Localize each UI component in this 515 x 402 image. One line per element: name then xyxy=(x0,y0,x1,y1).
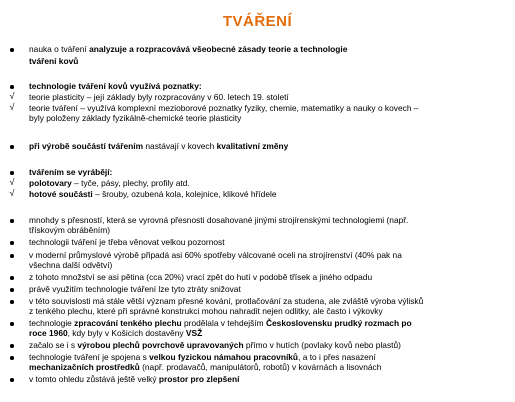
text: mnohdy s přesností, která se vyrovná přesnosti dosahované jinými strojírenskými technologiemi (např. xyxy=(29,215,409,225)
list-item-continuation xyxy=(29,113,511,123)
list-item xyxy=(9,188,511,199)
list-item-continuation xyxy=(29,328,511,338)
text: byly položeny základy fyzikálně-chemické teorie plasticity xyxy=(29,113,242,123)
bullet-icon xyxy=(7,318,17,328)
list-item-continuation xyxy=(29,362,511,372)
text: technologie xyxy=(29,318,75,328)
list-item xyxy=(29,167,511,177)
text: – tyče, pásy, plechy, profily atd. xyxy=(71,178,190,188)
bold-text: mechanizačních prostředků xyxy=(29,362,140,372)
bullet-icon xyxy=(7,44,17,54)
checkmark-icon: √ xyxy=(9,91,15,101)
list-item xyxy=(29,318,511,328)
bullet-icon xyxy=(7,352,17,362)
bold-text: při výrobě součástí tvářením xyxy=(29,141,144,151)
bold-text: roce 1960 xyxy=(29,328,68,338)
text: všechna další odvětví) xyxy=(29,260,113,270)
text: nauka o tváření xyxy=(29,44,90,54)
bold-text: technologie tváření kovů využívá poznatky: xyxy=(29,81,202,91)
bullet-icon xyxy=(7,237,17,247)
bullet-icon xyxy=(7,284,17,294)
text: teorie plasticity – její základy byly rozpracovány v 60. letech 19. století xyxy=(29,92,289,102)
list-item xyxy=(29,340,511,350)
bullet-icon xyxy=(7,374,17,384)
bullet-icon xyxy=(7,141,17,151)
list-item xyxy=(29,44,511,54)
list-item xyxy=(9,91,511,102)
text: teorie tváření – využívá komplexní mezioborové poznatky fyziky, chemie, matematiky a nauky o kovech – xyxy=(29,103,419,113)
list-item xyxy=(29,215,511,225)
list-item-continuation xyxy=(29,225,511,235)
checkmark-icon: √ xyxy=(9,177,15,187)
text: přímo v hutích (povlaky kovů nebo plastů) xyxy=(243,340,401,350)
bold-text: polotovary xyxy=(29,178,72,188)
bold-text: prostor pro zlepšení xyxy=(158,374,240,384)
text: z tohoto množství se asi pětina (cca 20%) vrací zpět do hutí v podobě třísek a jiného odpadu xyxy=(29,272,373,282)
list-item xyxy=(29,250,511,260)
text: (např. prodavačů, manipulátorů, robotů) v kovárnách a lisovnách xyxy=(139,362,382,372)
bold-text: Československu prudký rozmach po xyxy=(265,318,412,328)
list-item xyxy=(9,102,511,113)
list-item xyxy=(29,296,511,306)
list-item-continuation xyxy=(29,56,511,66)
bullet-icon xyxy=(7,272,17,282)
text: začalo se i s xyxy=(29,340,78,350)
bold-text: kvalitativní změny xyxy=(216,141,289,151)
text: třískovým obráběním) xyxy=(29,225,110,235)
list-item xyxy=(29,284,511,294)
text: prodělala v tehdejším xyxy=(181,318,266,328)
page-title: TVÁŘENÍ xyxy=(222,13,293,30)
list-item xyxy=(9,177,511,188)
bold-text: výrobou plechů povrchově upravovaných xyxy=(77,340,244,350)
bold-text: VSŽ xyxy=(185,328,203,338)
bold-text: velkou fyzickou námahou pracovníků xyxy=(149,352,299,362)
bold-text: hotové součásti xyxy=(29,189,93,199)
text: v této souvislosti má stále větší význam přesné kování, protlačování za studena, ale zvláště výroba výlisků xyxy=(29,296,424,306)
list-item xyxy=(29,81,511,91)
bold-text: tvářením se vyrábějí: xyxy=(29,167,113,177)
list-item xyxy=(29,141,511,151)
bullet-icon xyxy=(7,340,17,350)
bullet-icon xyxy=(7,250,17,260)
bullet-icon xyxy=(7,81,17,91)
list-item xyxy=(29,237,511,247)
bold-text: analyzuje a rozpracovává všeobecné zásady teorie a technologie xyxy=(89,44,348,54)
text: v moderní průmyslové výrobě připadá asi 60% spotřeby válcované oceli na strojírenství (40% pak na xyxy=(29,250,402,260)
list-item-continuation xyxy=(29,306,511,316)
list-item xyxy=(29,374,511,384)
bold-text: zpracování tenkého plechu xyxy=(74,318,182,328)
bullet-icon xyxy=(7,167,17,177)
checkmark-icon: √ xyxy=(9,102,15,112)
bullet-icon xyxy=(7,215,17,225)
text: technologii tváření je třeba věnovat velkou pozornost xyxy=(29,237,225,247)
text: z tenkého plechu, které při správné konstrukci mohou nahradit nejen odlitky, ale často i výkovky xyxy=(29,306,383,316)
list-item xyxy=(29,272,511,282)
text: nastávají v kovech xyxy=(143,141,217,151)
checkmark-icon: √ xyxy=(9,188,15,198)
text: , kdy byly v Košicích dostavěny xyxy=(67,328,186,338)
list-item xyxy=(29,352,511,362)
text: právě využitím technologie tváření lze tyto ztráty snižovat xyxy=(29,284,241,294)
list-item-continuation xyxy=(29,260,511,270)
text: – šrouby, ozubená kola, kolejnice, klikové hřídele xyxy=(92,189,277,199)
text: , a to i přes nasazení xyxy=(298,352,376,362)
bold-text: tváření kovů xyxy=(29,56,79,66)
text: v tomto ohledu zůstává ještě velký xyxy=(29,374,159,384)
bullet-icon xyxy=(7,296,17,306)
text: technologie tváření je spojena s xyxy=(29,352,150,362)
